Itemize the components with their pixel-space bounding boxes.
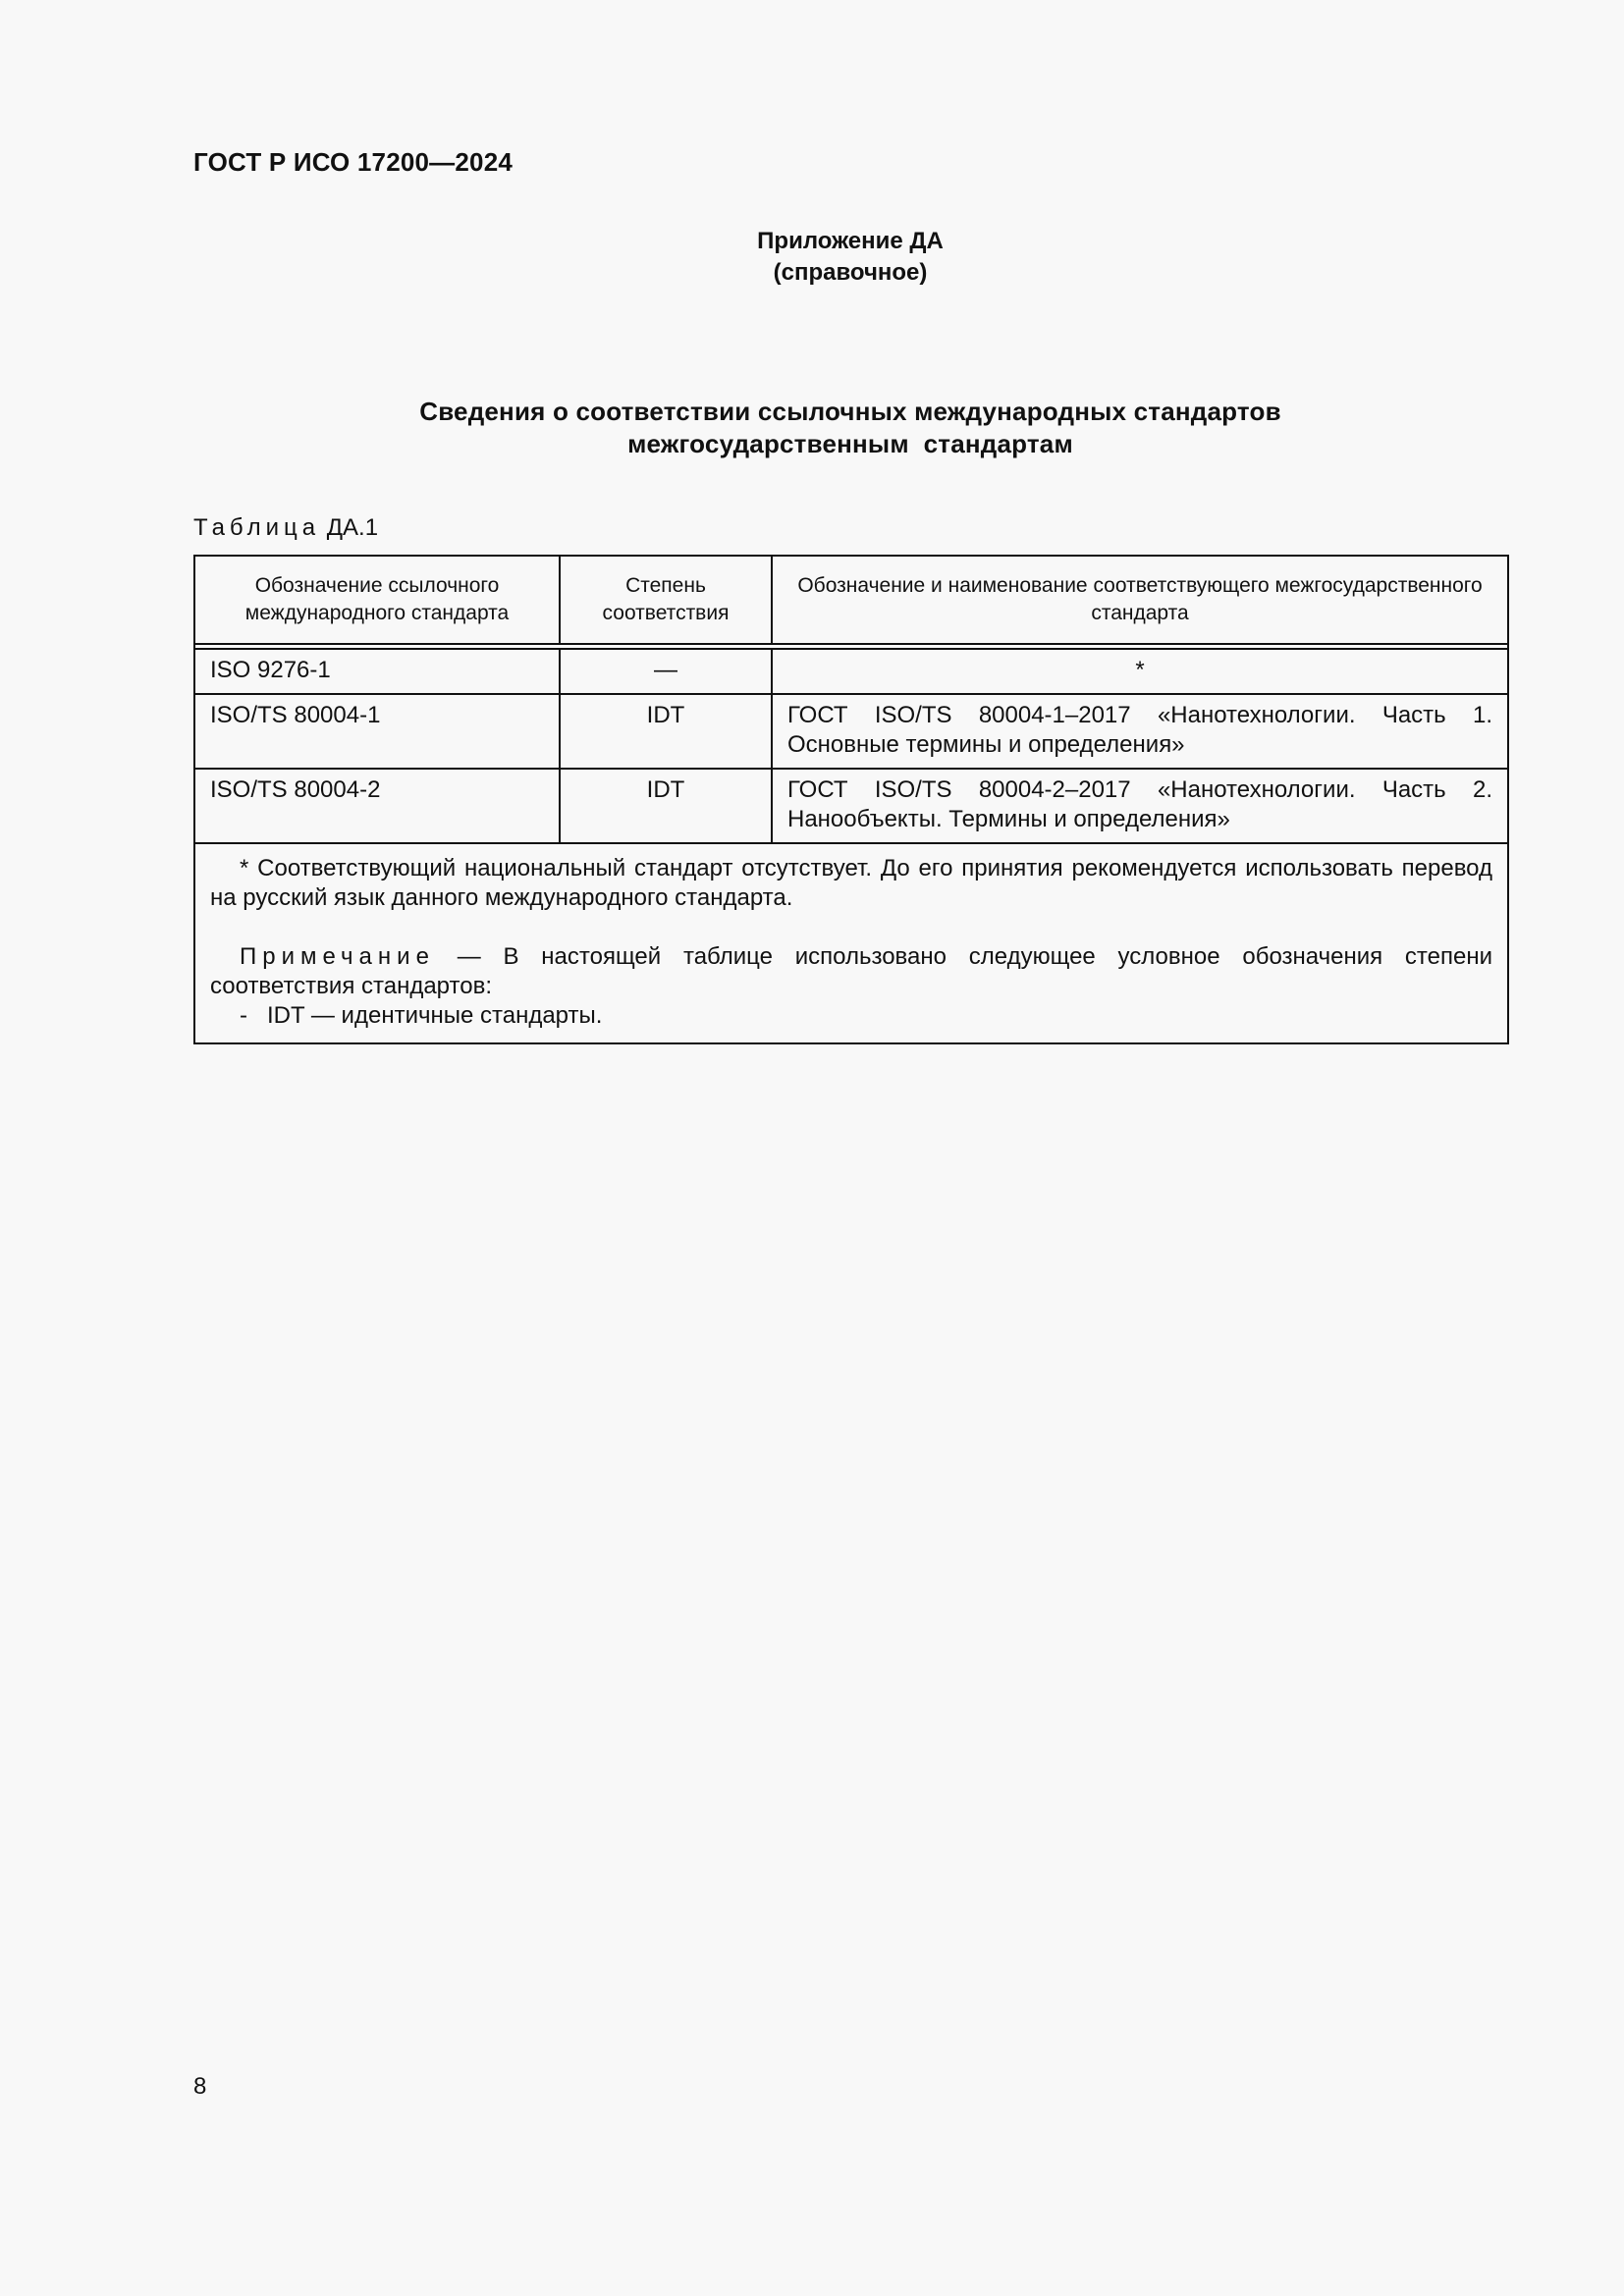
row-2-reference: ISO/TS 80004-1 bbox=[194, 694, 560, 769]
appendix-title: Приложение ДА bbox=[757, 228, 944, 254]
row-3-degree: IDT bbox=[560, 769, 772, 843]
row-1-degree: — bbox=[560, 649, 772, 694]
row-2-national: ГОСТ ISO/TS 80004-1–2017 «Нанотехнологии. Часть 1. Основные термины и определения» bbox=[772, 694, 1508, 769]
section-title-line-1: Сведения о соответствии ссылочных международных стандартов bbox=[419, 397, 1281, 426]
page-number: 8 bbox=[193, 2073, 207, 2100]
table-footnote-row bbox=[194, 843, 1508, 1043]
header-degree: Степень соответствия bbox=[560, 556, 772, 644]
footnote-text: * Соответствующий национальный стандарт отсутствует. До его принятия рекомендуется использовать перевод на русский язык данного международного стандарта. bbox=[210, 855, 1492, 911]
row-1-reference: ISO 9276-1 bbox=[194, 649, 560, 694]
note-label: Примечание bbox=[240, 943, 435, 970]
section-title bbox=[0, 396, 1624, 460]
row-2-degree: IDT bbox=[560, 694, 772, 769]
table-caption bbox=[193, 514, 378, 542]
section-title-line-2: межгосударственным стандартам bbox=[627, 429, 1073, 458]
row-3-reference: ISO/TS 80004-2 bbox=[194, 769, 560, 843]
note-list-item: - IDT — идентичные стандарты. bbox=[240, 1002, 603, 1029]
appendix-subtitle: (справочное) bbox=[773, 259, 928, 286]
table-note bbox=[210, 942, 1492, 1001]
table-caption-word: Таблица bbox=[193, 514, 321, 541]
row-3-national: ГОСТ ISO/TS 80004-2–2017 «Нанотехнологии. Часть 2. Нанообъекты. Термины и определения» bbox=[772, 769, 1508, 843]
standards-correspondence-table bbox=[193, 555, 1509, 1044]
note-text: — В настоящей таблице использовано следующее условное обозначения степени соответствия стандартов: bbox=[210, 943, 1492, 999]
table-header-row bbox=[194, 556, 1508, 644]
table-row bbox=[194, 694, 1508, 769]
table-row bbox=[194, 649, 1508, 694]
header-reference-standard: Обозначение ссылочного международного стандарта bbox=[194, 556, 560, 644]
table-footnote-cell bbox=[194, 843, 1508, 1043]
document-number: ГОСТ Р ИСО 17200—2024 bbox=[193, 147, 514, 177]
table-row bbox=[194, 769, 1508, 843]
table-caption-number: ДА.1 bbox=[326, 514, 379, 541]
appendix-heading bbox=[0, 226, 1624, 289]
header-national-standard: Обозначение и наименование соответствующего межгосударственного стандарта bbox=[772, 556, 1508, 644]
row-1-national: * bbox=[772, 649, 1508, 694]
